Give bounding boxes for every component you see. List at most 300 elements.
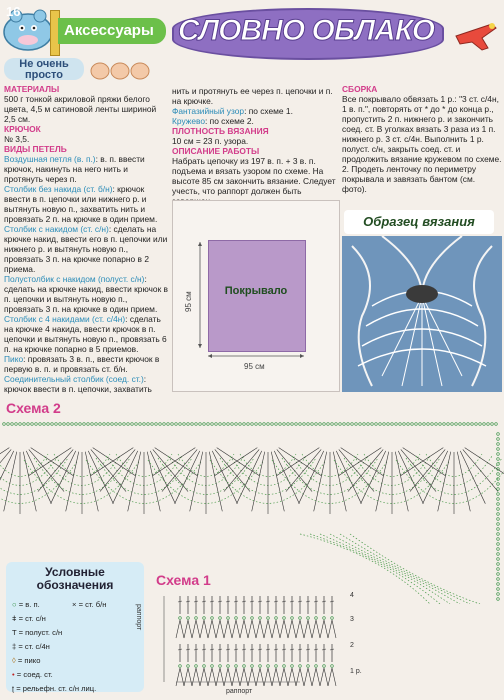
chain-dot <box>351 423 354 426</box>
stitch-stroke <box>31 448 74 476</box>
term-sc: Столбик без накида (ст. б/н) <box>4 184 113 194</box>
stitch-fan <box>224 668 232 686</box>
chain-dot <box>315 423 318 426</box>
chain-dot <box>255 423 258 426</box>
term-sl: Соединительный столбик (соед. ст.) <box>4 374 144 384</box>
legend-text: = ст. б/н <box>78 600 107 609</box>
term-picot: Пико <box>4 354 24 364</box>
row-label-2: 2 <box>350 642 354 649</box>
legend-item-picot: ◊ = пико <box>12 656 41 665</box>
chain-dot <box>259 617 262 620</box>
sample-title: Образец вязания <box>344 210 494 234</box>
edge-chain-dot <box>497 523 500 526</box>
chain-dot <box>275 665 278 668</box>
stitch-fan <box>176 668 184 686</box>
edge-chain-dot <box>497 498 500 501</box>
materials-heading: МАТЕРИАЛЫ <box>4 84 60 94</box>
chain-dot <box>111 423 114 426</box>
chain-dot <box>231 423 234 426</box>
chain-dot <box>27 423 30 426</box>
edge-chain-dot <box>497 463 500 466</box>
stitch-fan <box>272 668 280 686</box>
chain-dot <box>43 423 46 426</box>
edge-chain-dot <box>497 508 500 511</box>
chain-dot <box>163 423 166 426</box>
work-text: Набрать цепочку из 197 в. п. + 3 в. п. подъема и вязать узором по схеме. На высоте 85 см закончить вязание. Следует учесть, что раппорт должен быть <box>172 156 336 196</box>
assembly-heading: СБОРКА <box>342 84 378 94</box>
edge-chain-dot <box>497 593 500 596</box>
chain-dot <box>235 617 238 620</box>
chain-dot <box>243 423 246 426</box>
chain-dot <box>323 423 326 426</box>
chain-dot <box>211 423 214 426</box>
chain-dot <box>227 665 230 668</box>
chain-dot <box>47 423 50 426</box>
def-picot: : провязать 3 в. п., ввести крючок в первую в. п. и провязать ст. б/н. <box>4 354 160 374</box>
stitch-fan <box>264 668 272 686</box>
chain-dot <box>223 423 226 426</box>
stitch-stroke <box>215 448 258 476</box>
width-arrow <box>206 352 306 360</box>
stitch-fan <box>184 668 192 686</box>
legend-text: = в. п. <box>18 600 40 609</box>
stitch-fan <box>312 668 320 686</box>
chain-dot <box>399 423 402 426</box>
chain-dot <box>379 423 382 426</box>
edge-chain-dot <box>497 503 500 506</box>
stitch-fan <box>256 620 264 638</box>
chain-dot <box>303 423 306 426</box>
legend-title: Условные обозначения <box>36 565 114 592</box>
edge-chain-dot <box>497 453 500 456</box>
chain-dot <box>39 423 42 426</box>
edge-chain-dot <box>497 548 500 551</box>
chain-dot <box>283 665 286 668</box>
chain-dot <box>83 423 86 426</box>
chain-dot <box>331 423 334 426</box>
chain-dot <box>259 665 262 668</box>
chain-dot <box>155 423 158 426</box>
stitch-fan <box>176 620 184 638</box>
stitch-stroke <box>153 448 196 476</box>
chain-dot <box>495 423 498 426</box>
column-assembly <box>342 84 502 194</box>
stitch-fan <box>248 668 256 686</box>
chain-dot <box>323 665 326 668</box>
density-heading: ПЛОТНОСТЬ ВЯЗАНИЯ <box>172 126 269 136</box>
term-hdc: Полустолбик с накидом (полуст. с/н) <box>4 274 145 284</box>
chain-dot <box>279 423 282 426</box>
stitch-stroke <box>401 448 444 476</box>
chain-dot <box>127 423 130 426</box>
chain-dot <box>99 423 102 426</box>
chain-dot <box>51 423 54 426</box>
hook-text: № 3,5. <box>4 134 30 144</box>
chain-dot <box>339 423 342 426</box>
chain-dot <box>295 423 298 426</box>
stitch-stroke <box>438 452 451 512</box>
chain-dot <box>415 423 418 426</box>
scheme2-title: Схема 2 <box>6 400 61 416</box>
crochet-sample-photo <box>342 236 502 392</box>
edge-chain-dot <box>497 448 500 451</box>
chain-dot <box>259 423 262 426</box>
chain-dot <box>439 423 442 426</box>
stitch-fan <box>200 668 208 686</box>
chain-dot <box>243 617 246 620</box>
width-label: 95 см <box>244 362 265 371</box>
stitch-fan <box>320 620 328 638</box>
def-dc4: : сделать на крючке 4 накида, ввести крючок в п. цепочки и вытянуть новую п., провязать 6 п. на крючке попарно в 5 приемов. <box>4 314 167 354</box>
chain-dot <box>87 423 90 426</box>
chain-dot <box>355 423 358 426</box>
chain-dot <box>63 423 66 426</box>
chain-dot <box>115 423 118 426</box>
stitch-stroke <box>277 448 320 476</box>
stitch-fan <box>216 620 224 638</box>
stitch-fan <box>240 668 248 686</box>
term-dc: Столбик с накидом (ст. с/н) <box>4 224 109 234</box>
chain-dot <box>211 665 214 668</box>
chain-dot <box>407 423 410 426</box>
chain-dot <box>291 665 294 668</box>
stitch-fan <box>184 620 192 638</box>
edge-chain-dot <box>497 438 500 441</box>
stitch-fan <box>232 620 240 638</box>
chain-dot <box>411 423 414 426</box>
legend-item-chain: ○ = в. п. <box>12 600 40 609</box>
stitch-fan <box>304 668 312 686</box>
materials-text: 500 г тонкой акриловой пряжи белого цвета, 4,5 м сатиновой ленты шириной 2,5 см. <box>4 94 157 124</box>
chain-dot <box>307 665 310 668</box>
hook-heading: КРЮЧОК <box>4 124 41 134</box>
edge-chain-dot <box>497 583 500 586</box>
stitch-stroke <box>252 452 265 512</box>
chain-dot <box>447 423 450 426</box>
edge-chain-dot <box>497 573 500 576</box>
chain-dot <box>299 617 302 620</box>
edge-chain-dot <box>497 473 500 476</box>
term-dc4: Столбик с 4 накидами (ст. с/4н) <box>4 314 126 324</box>
chain-dot <box>139 423 142 426</box>
chain-dot <box>7 423 10 426</box>
chain-dot <box>435 423 438 426</box>
stitch-stroke <box>314 452 327 512</box>
chain-dot <box>287 423 290 426</box>
chain-dot <box>171 423 174 426</box>
stitch-fan <box>328 620 336 638</box>
def-air: : в. п. ввести крючок, накинуть на него нить и протянуть через п. <box>4 154 145 184</box>
stitch-stroke <box>66 452 79 512</box>
chain-dot <box>151 423 154 426</box>
stitch-fan <box>264 620 272 638</box>
def-sl: : крючок ввести в п. цепочки, захватить <box>4 374 152 394</box>
chain-dot <box>179 665 182 668</box>
chain-dot <box>75 423 78 426</box>
chain-dot <box>187 423 190 426</box>
rapport-label-bottom: раппорт <box>226 688 253 695</box>
legend-text: = рельефн. ст. с/н лиц. <box>16 684 97 693</box>
chain-dot <box>179 423 182 426</box>
stitch-fan <box>216 668 224 686</box>
chain-dot <box>331 617 334 620</box>
chain-dot <box>187 665 190 668</box>
chain-dot <box>451 423 454 426</box>
edge-chain-dot <box>497 598 500 601</box>
height-arrow <box>196 240 204 350</box>
chain-dot <box>307 617 310 620</box>
edge-chain-dot <box>497 543 500 546</box>
chain-dot <box>175 423 178 426</box>
chain-dot <box>91 423 94 426</box>
legend-text: = ст. с/н <box>18 614 46 623</box>
stitch-fan <box>208 668 216 686</box>
chain-dot <box>147 423 150 426</box>
chain-dot <box>423 423 426 426</box>
stitch-fan <box>200 620 208 638</box>
chain-dot <box>159 423 162 426</box>
chain-dot <box>11 423 14 426</box>
def-fancy: : по схеме 1. <box>244 106 293 116</box>
stitch-fan <box>288 620 296 638</box>
chain-dot <box>203 617 206 620</box>
chain-dot <box>299 423 302 426</box>
chain-dot <box>103 423 106 426</box>
legend-item-dc: ǂ = ст. с/н <box>12 614 46 623</box>
chain-dot <box>235 665 238 668</box>
chain-dot <box>183 423 186 426</box>
stitch-fan <box>240 620 248 638</box>
chain-dot <box>323 617 326 620</box>
chain-dot <box>455 423 458 426</box>
chain-dot <box>343 423 346 426</box>
chain-dot <box>107 423 110 426</box>
column-materials <box>4 84 168 394</box>
stitch-stroke <box>91 448 134 476</box>
chain-dot <box>283 423 286 426</box>
chain-dot <box>291 423 294 426</box>
difficulty-badge: Не очень просто <box>4 58 84 80</box>
chain-dot <box>311 423 314 426</box>
edge-chain-dot <box>497 553 500 556</box>
row-label-4: 4 <box>350 592 354 599</box>
stitch-stroke <box>190 452 203 512</box>
legend-item-sl: • = соед. ст. <box>12 670 53 679</box>
chain-dot <box>179 617 182 620</box>
legend-text: = соед. ст. <box>16 670 53 679</box>
row-label-3: 3 <box>350 616 354 623</box>
stitch-fan <box>296 668 304 686</box>
chain-dot <box>315 617 318 620</box>
stitch-fan <box>248 620 256 638</box>
chain-dot <box>267 423 270 426</box>
chain-dot <box>191 423 194 426</box>
chain-dot <box>59 423 62 426</box>
chain-dot <box>71 423 74 426</box>
row-label-1: 1 р. <box>350 668 362 675</box>
chain-dot <box>271 423 274 426</box>
chain-dot <box>347 423 350 426</box>
loops-heading: ВИДЫ ПЕТЕЛЬ <box>4 144 67 154</box>
edge-chain-dot <box>497 558 500 561</box>
stitch-fan <box>304 620 312 638</box>
term-air: Воздушная петля (в. п.) <box>4 154 96 164</box>
chain-dot <box>195 617 198 620</box>
stitch-fan <box>208 620 216 638</box>
column-work <box>172 86 338 206</box>
chain-dot <box>375 423 378 426</box>
stitch-fan <box>256 668 264 686</box>
chain-dot <box>387 423 390 426</box>
legend-item-sc: × = ст. б/н <box>72 600 107 609</box>
chain-dot <box>15 423 18 426</box>
edge-chain-dot <box>497 533 500 536</box>
chain-dot <box>459 423 462 426</box>
chain-dot <box>243 665 246 668</box>
chain-dot <box>487 423 490 426</box>
stitch-stroke <box>217 448 260 476</box>
stitch-stroke <box>341 448 384 476</box>
chain-dot <box>195 423 198 426</box>
term-lace: Кружево <box>172 116 205 126</box>
page-title: СЛОВНО ОБЛАКО <box>177 14 435 47</box>
chain-dot <box>235 423 238 426</box>
chain-dot <box>3 423 6 426</box>
edge-chain-dot <box>497 488 500 491</box>
chain-dot <box>431 423 434 426</box>
chain-dot <box>363 423 366 426</box>
chain-dot <box>23 423 26 426</box>
rapport-label-side: раппорт <box>135 604 142 631</box>
edge-chain-dot <box>497 563 500 566</box>
stitch-stroke <box>0 448 9 476</box>
legend-text: = ст. с/4н <box>18 642 50 651</box>
chain-dot <box>467 423 470 426</box>
chain-dot <box>131 423 134 426</box>
chain-dot <box>491 423 494 426</box>
stitch-fan <box>312 620 320 638</box>
edge-chain-dot <box>497 528 500 531</box>
chain-dot <box>219 665 222 668</box>
stitch-fan <box>328 668 336 686</box>
chain-dot <box>219 617 222 620</box>
chain-dot <box>55 423 58 426</box>
chain-dot <box>267 665 270 668</box>
chain-dot <box>395 423 398 426</box>
chain-dot <box>247 423 250 426</box>
chain-dot <box>119 423 122 426</box>
chain-dot <box>483 423 486 426</box>
edge-chain-dot <box>497 483 500 486</box>
rubric-label: Аксессуары <box>58 18 166 44</box>
chain-dot <box>463 423 466 426</box>
stitch-stroke <box>29 448 72 476</box>
chain-dot <box>95 423 98 426</box>
edge-chain-dot <box>497 458 500 461</box>
scheme1-diagram <box>150 586 346 686</box>
edge-chain-dot <box>497 433 500 436</box>
stitch-fan <box>232 668 240 686</box>
corner-arc <box>350 534 480 604</box>
stitch-fan <box>296 620 304 638</box>
stitch-stroke <box>4 452 17 512</box>
stitch-fan <box>280 620 288 638</box>
chain-dot <box>167 423 170 426</box>
stitch-stroke <box>128 452 141 512</box>
stitch-fan <box>272 620 280 638</box>
chain-dot <box>319 423 322 426</box>
edge-chain-dot <box>497 513 500 516</box>
chain-dot <box>391 423 394 426</box>
chain-dot <box>35 423 38 426</box>
chain-dot <box>195 665 198 668</box>
chain-dot <box>267 617 270 620</box>
stitch-stroke <box>465 448 504 476</box>
chain-dot <box>187 617 190 620</box>
stitch-stroke <box>155 448 198 476</box>
stitch-stroke <box>279 448 322 476</box>
chain-dot <box>123 423 126 426</box>
chain-dot <box>443 423 446 426</box>
chain-arc <box>0 460 78 503</box>
chain-dot <box>419 423 422 426</box>
chain-dot <box>31 423 34 426</box>
height-label: 95 см <box>184 291 193 312</box>
chain-dot <box>383 423 386 426</box>
edge-chain-dot <box>497 568 500 571</box>
chain-dot <box>251 423 254 426</box>
term-fancy: Фантазийный узор <box>172 106 245 116</box>
chain-dot <box>143 423 146 426</box>
chain-dot <box>475 423 478 426</box>
stitch-fan <box>192 620 200 638</box>
chain-dot <box>239 423 242 426</box>
chain-dot <box>367 423 370 426</box>
airplane-icon <box>452 14 500 54</box>
edge-chain-dot <box>497 518 500 521</box>
stitch-stroke <box>403 448 446 476</box>
legend-item-relief: ʈ = рельефн. ст. с/н лиц. <box>12 684 97 693</box>
def-dc: : сделать на крючке накид, ввести его в п. цепочки или нижнего р. и вытянуть новую п., провязать 3 п. на крючке попарно в 2 приема. <box>4 224 168 274</box>
chain-dot <box>227 617 230 620</box>
chain-dot <box>427 423 430 426</box>
chain-dot <box>371 423 374 426</box>
chain-dot <box>79 423 82 426</box>
edge-chain-dot <box>497 588 500 591</box>
chain-dot <box>327 423 330 426</box>
scheme1-title: Схема 1 <box>156 572 211 588</box>
legend-text: = полуст. с/н <box>18 628 63 637</box>
blanket-label: Покрывало <box>224 285 288 297</box>
stitch-fan <box>320 668 328 686</box>
density-text: 10 см = 23 п. узора. <box>172 136 249 146</box>
chain-dot <box>331 665 334 668</box>
chain-dot <box>275 617 278 620</box>
chain-dot <box>479 423 482 426</box>
legend-item-dc4: ‡ = ст. с/4н <box>12 642 50 651</box>
chain-dot <box>227 423 230 426</box>
stitch-stroke <box>339 448 382 476</box>
chain-dot <box>403 423 406 426</box>
chain-dot <box>251 617 254 620</box>
chain-dot <box>203 423 206 426</box>
chain-dot <box>135 423 138 426</box>
corner-arc <box>340 534 470 604</box>
chain-dot <box>283 617 286 620</box>
edge-chain-dot <box>497 493 500 496</box>
chain-dot <box>315 665 318 668</box>
chain-dot <box>263 423 266 426</box>
